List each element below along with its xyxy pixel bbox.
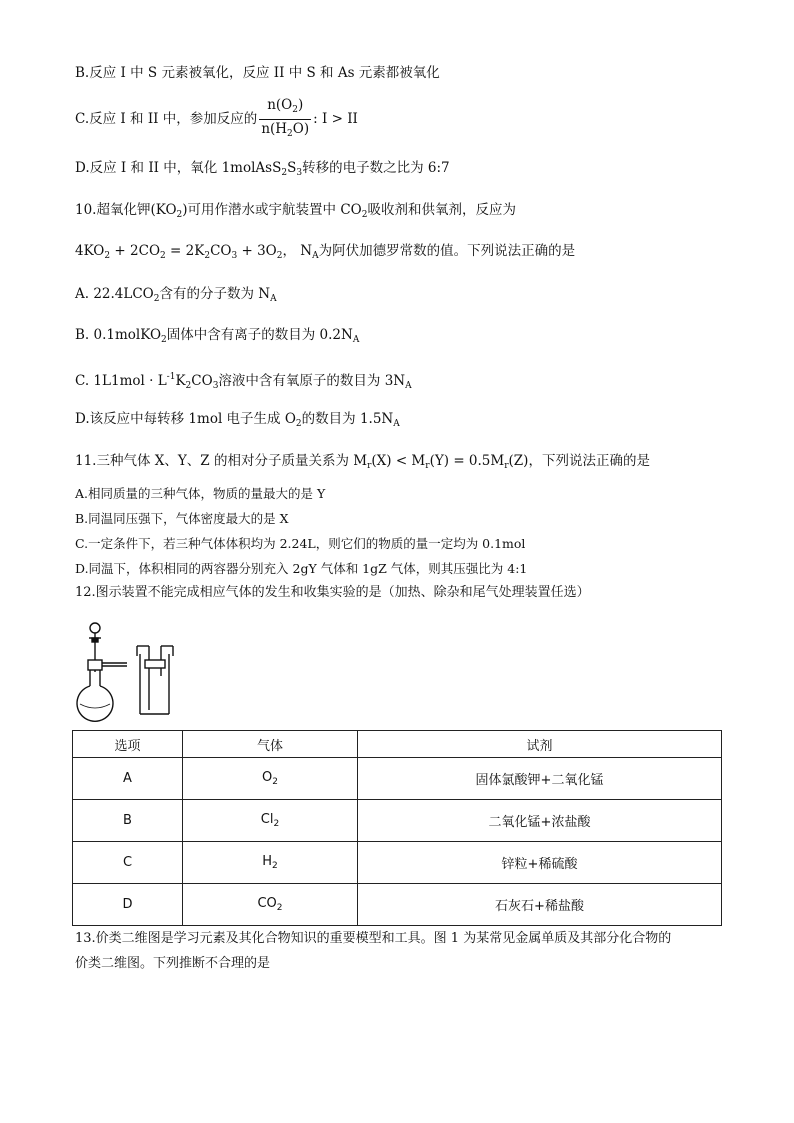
- q9-option-b: B.反应 I 中 S 元素被氧化，反应 II 中 S 和 As 元素都被氧化: [75, 65, 440, 81]
- q10-stem: 10.超氧化钾$(KO_2)$可用作潜水或宇航装置中 $CO_2$吸收剂和供氧剂，反应为: [75, 202, 516, 220]
- row-reagent: 二氧化锰+浓盐酸: [358, 800, 722, 842]
- row-option: D: [73, 884, 183, 926]
- gas-apparatus-diagram: [75, 616, 195, 724]
- q9-option-d: D.反应 I 和 II 中，氧化 $1molAsS_2S_3$转移的电子数之比为 6:7: [75, 160, 450, 178]
- q11-option-b: B.同温同压强下，气体密度最大的是 X: [75, 511, 289, 526]
- table-header-row: [73, 731, 722, 758]
- header-option: 选项: [73, 731, 183, 758]
- header-reagent: 试剂: [358, 731, 722, 758]
- q13-stem-line1: 13.价类二维图是学习元素及其化合物知识的重要模型和工具。图 1 为某常见金属单质及其部分化合物的: [75, 931, 672, 946]
- row-gas: $H_2$: [183, 842, 358, 884]
- table-row: [73, 884, 722, 926]
- q10-option-c: C. $1L1mol \cdot L^{-1}K_2CO_3$溶液中含有氧原子的数目为 $3N_A$: [75, 372, 412, 391]
- q10-option-a: A. $22.4LCO_2$含有的分子数为 $N_A$: [75, 286, 277, 304]
- q10-equation: $4KO_2 + 2CO_2 = 2K_2CO_3 + 3O_2$， $N_A$为阿伏加德罗常数的值。下列说法正确的是: [75, 243, 576, 261]
- q11-option-d: D.同温下，体积相同的两容器分别充入 2gY 气体和 1gZ 气体，则其压强比为 4:1: [75, 561, 528, 576]
- q10-option-d: D.该反应中每转移 1mol 电子生成 $O_2$的数目为 $1.5N_A$: [75, 411, 400, 429]
- table-row: [73, 842, 722, 884]
- row-reagent: 石灰石+稀盐酸: [358, 884, 722, 926]
- header-gas: 气体: [183, 731, 358, 758]
- row-gas: $O_2$: [183, 758, 358, 800]
- reagent-table: [72, 730, 722, 926]
- row-option: C: [73, 842, 183, 884]
- row-gas: $CO_2$: [183, 884, 358, 926]
- q13-stem-line2: 价类二维图。下列推断不合理的是: [75, 956, 271, 971]
- row-option: A: [73, 758, 183, 800]
- funnel-bulb-icon: [90, 623, 100, 633]
- row-reagent: 固体氯酸钾+二氧化锰: [358, 758, 722, 800]
- table-row: [73, 758, 722, 800]
- row-option: B: [73, 800, 183, 842]
- row-reagent: 锌粒+稀硫酸: [358, 842, 722, 884]
- q12-stem: 12.图示装置不能完成相应气体的发生和收集实验的是（加热、除杂和尾气处理装置任选）: [75, 585, 590, 600]
- q11-option-c: C.一定条件下，若三种气体体积均为 2.24L，则它们的物质的量一定均为 0.1mol: [75, 536, 526, 551]
- q11-option-a: A.相同质量的三种气体，物质的量最大的是 Y: [75, 486, 326, 501]
- q9-option-c: C.反应 I 和 II 中，参加反应的 $\frac{n(O_2)}{n(H_2O)}$ : I > II: [75, 96, 358, 143]
- row-gas: $Cl_2$: [183, 800, 358, 842]
- table-row: [73, 800, 722, 842]
- ratio-fraction: $\frac{n(O_2)}{n(H_2O)}$: [261, 97, 310, 139]
- q10-option-b: B. 0.1molKO$_2$固体中含有离子的数目为 $0.2N_A$: [75, 327, 360, 345]
- q11-stem: 11.三种气体 X、Y、Z 的相对分子质量关系为 $M_r(X) < M_r(Y) = 0.5M_r(Z)$，下列说法正确的是: [75, 453, 650, 471]
